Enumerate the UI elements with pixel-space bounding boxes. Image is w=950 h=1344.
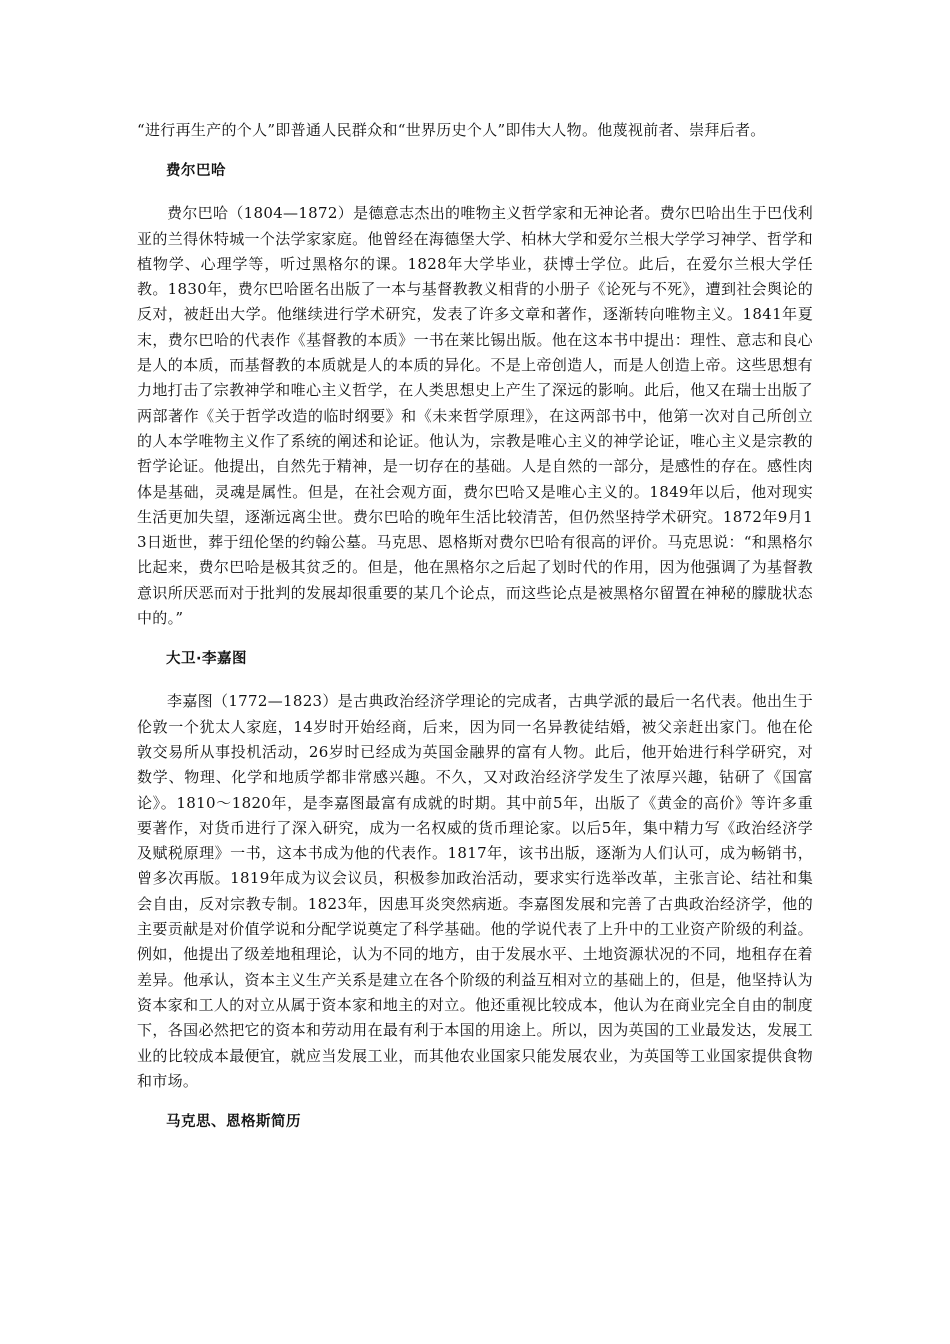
intro-paragraph: “进行再生产的个人”即普通人民群众和“世界历史个人”即伟大人物。他蔑视前者、崇拜后者。 [137,121,766,139]
section-body-ricardo: 李嘉图（1772—1823）是古典政治经济学理论的完成者，古典学派的最后一名代表。他出生于伦敦一个犹太人家庭，14岁时开始经商，后来，因为同一名异教徒结婚，被父亲赶出家门。他在伦敦交易所从事投机活动，26岁时已经成为英国金融界的富有人物。此后，他开始进行科学研究，对数学、物理、化学和地质学都非常感兴趣。不久，又对政治经济学发生了浓厚兴趣，钻研了《国富论》。1810～1820年，是李嘉图最富有成就的时期。其中前5年，出版了《黄金的高价》等许多重要著作，对货币进行了深入研究，成为一名权威的货币理论家。以后5年，集中精力写《政治经济学及赋税原理》一书，这本书成为他的代表作。1817年，该书出版，逐渐为人们认可，成为畅销书，曾多次再版。1819年成为议会议员，积极参加政治活动，要求实行选举改革，主张言论、结社和集会自由，反对宗教专制。1823年，因患耳炎突然病逝。李嘉图发展和完善了古典政治经济学，他的主要贡献是对价值学说和分配学说奠定了科学基础。他的学说代表了上升中的工业资产阶级的利益。例如，他提出了级差地租理论，认为不同的地方，由于发展水平、土地资源状况的不同，地租存在着差异。他承认，资本主义生产关系是建立在各个阶级的利益互相对立的基础上的，但是，他坚持认为资本家和工人的对立从属于资本家和地主的对立。他还重视比较成本，他认为在商业完全自由的制度下，各国必然把它的资本和劳动用在最有利于本国的用途上。所以，因为英国的工业最发达，发展工业的比较成本最便宜，就应当发展工业，而其他农业国家只能发展农业，为英国等工业国家提供食物和市场。 [137,692,813,1090]
spacer [137,631,813,647]
section-heading-marx-engels: 马克思、恩格斯简历 [166,1114,301,1131]
document-content [137,118,813,1135]
section-body-feuerbach: 费尔巴哈（1804—1872）是德意志杰出的唯物主义哲学家和无神论者。费尔巴哈出生于巴伐利亚的兰得休特城一个法学家家庭。他曾经在海德堡大学、柏林大学和爱尔兰根大学学习神学、哲学和植物学、心理学等，听过黑格尔的课。1828年大学毕业，获博士学位。此后，在爱尔兰根大学任教。1830年，费尔巴哈匿名出版了一本与基督教教义相背的小册子《论死与不死》，遭到社会舆论的反对，被赶出大学。他继续进行学术研究，发表了许多文章和著作，逐渐转向唯物主义。1841年夏末，费尔巴哈的代表作《基督教的本质》一书在莱比锡出版。他在这本书中提出：理性、意志和良心是人的本质，而基督教的本质就是人的本质的异化。不是上帝创造人，而是人创造上帝。这些思想有力地打击了宗教神学和唯心主义哲学，在人类思想史上产生了深远的影响。此后，他又在瑞士出版了两部著作《关于哲学改造的临时纲要》和《未来哲学原理》，在这两部书中，他第一次对自己所创立的人本学唯物主义作了系统的阐述和论证。他认为，宗教是唯心主义的神学论证，唯心主义是宗教的哲学论证。他提出，自然先于精神，是一切存在的基础。人是自然的一部分，是感性的存在。感性肉体是基础，灵魂是属性。但是，在社会观方面，费尔巴哈又是唯心主义的。1849年以后，他对现实生活更加失望，逐渐远离尘世。费尔巴哈的晚年生活比较清苦，但仍然坚持学术研究。1872年9月13日逝世，葬于纽伦堡的约翰公墓。马克思、恩格斯对费尔巴哈有很高的评价。马克思说：“和黑格尔比起来，费尔巴哈是极其贫乏的。但是，他在黑格尔之后起了划时代的作用，因为他强调了为基督教意识所厌恶而对于批判的发展却很重要的某几个论点，而这些论点是被黑格尔留置在神秘的朦胧状态中的。” [137,204,813,628]
spacer [137,672,813,689]
section-heading-ricardo: 大卫·李嘉图 [166,651,248,668]
spacer [137,1094,813,1110]
spacer [137,143,813,159]
section-heading-feuerbach: 费尔巴哈 [166,163,226,180]
spacer [137,184,813,201]
